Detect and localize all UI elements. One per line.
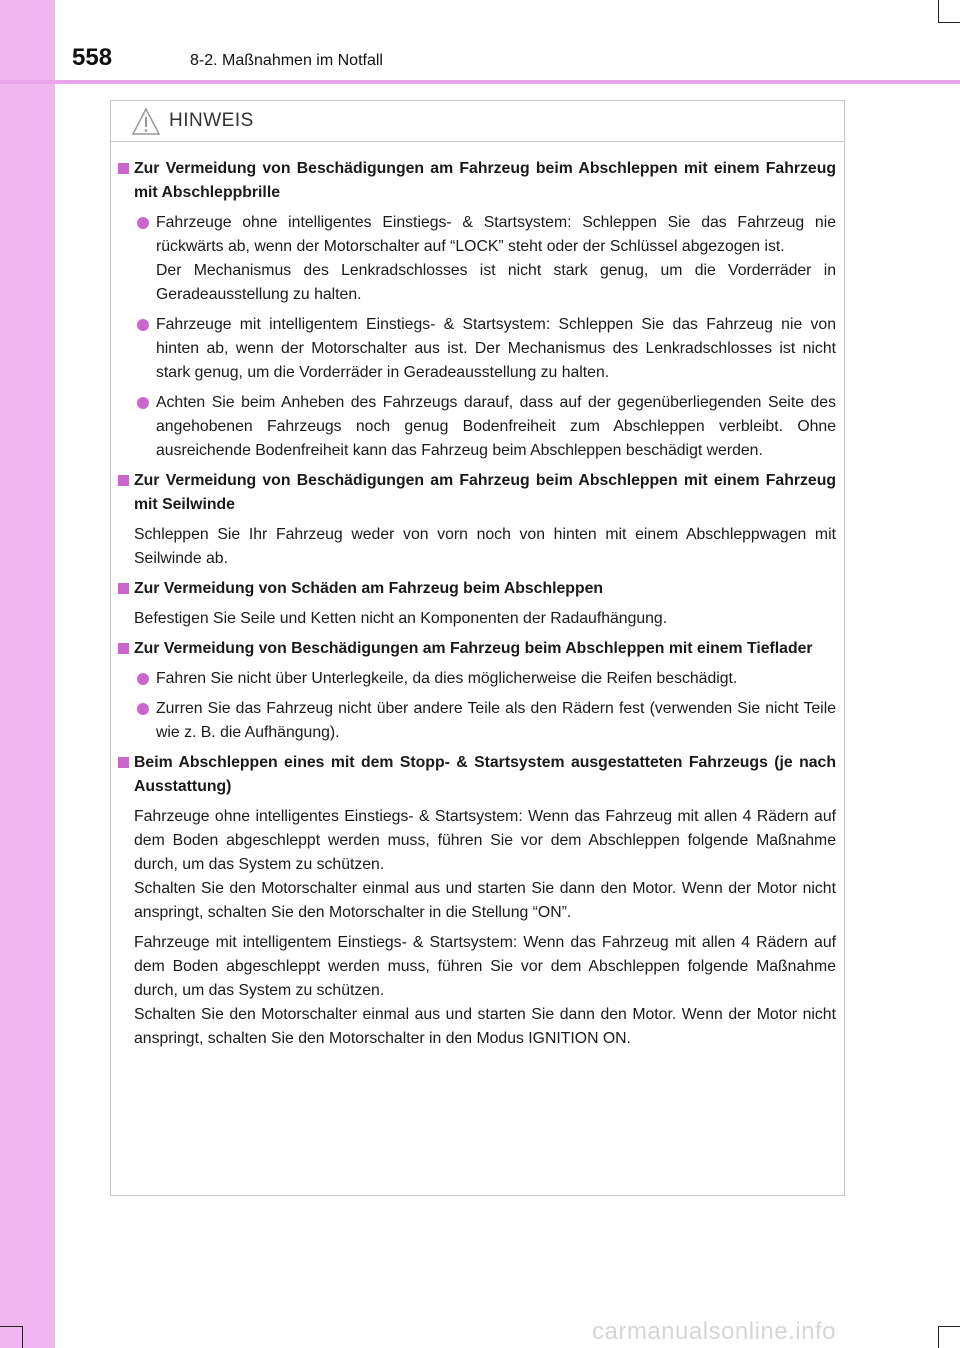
section-title: 8-2. Maßnahmen im Notfall bbox=[190, 52, 383, 69]
bullet-text: Fahren Sie nicht über Unterlegkeile, da dies möglicherweise die Reifen beschädigt. bbox=[156, 670, 738, 687]
header-rule bbox=[0, 80, 960, 84]
circle-bullet-icon bbox=[137, 397, 149, 409]
page-number: 558 bbox=[72, 44, 113, 71]
square-bullet-icon bbox=[118, 643, 129, 654]
section-heading-text: Zur Vermeidung von Beschädigungen am Fahrzeug beim Abschleppen mit einem Tieflader bbox=[134, 640, 813, 657]
crop-mark bbox=[938, 22, 960, 23]
crop-mark bbox=[938, 0, 939, 22]
notice-body bbox=[111, 151, 844, 1051]
square-bullet-icon bbox=[118, 757, 129, 768]
section-heading-text: Zur Vermeidung von Beschädigungen am Fahrzeug beim Abschleppen mit einem Fahrzeug mit Seilwinde bbox=[134, 472, 836, 513]
circle-bullet-icon bbox=[137, 217, 149, 229]
section-heading bbox=[116, 751, 836, 799]
square-bullet-icon bbox=[118, 163, 129, 174]
crop-mark bbox=[938, 1326, 960, 1327]
section-heading-text: Zur Vermeidung von Schäden am Fahrzeug beim Abschleppen bbox=[134, 580, 604, 597]
bullet-text: Fahrzeuge ohne intelligentes Einstiegs- & Startsystem: Schleppen Sie das Fahrzeug nie rückwärts ab, wenn der Motorschalter auf “LOCK” steht oder der Schlüssel abgezogen ist. Der Mechanismus des Lenkradschlosses ist nicht stark genug, um die Vorderräder in Geradeausstellung zu halten. bbox=[156, 214, 836, 303]
bullet-item bbox=[116, 391, 836, 463]
circle-bullet-icon bbox=[137, 703, 149, 715]
square-bullet-icon bbox=[118, 583, 129, 594]
section-heading bbox=[116, 469, 836, 517]
left-margin-band bbox=[0, 0, 55, 1348]
warning-triangle-icon bbox=[131, 107, 161, 137]
section-heading bbox=[116, 577, 836, 601]
bullet-item bbox=[116, 697, 836, 745]
notice-title: HINWEIS bbox=[169, 110, 254, 131]
circle-bullet-icon bbox=[137, 319, 149, 331]
square-bullet-icon bbox=[118, 475, 129, 486]
bullet-text: Fahrzeuge mit intelligentem Einstiegs- & Startsystem: Schleppen Sie das Fahrzeug nie von hinten ab, wenn der Motorschalter aus ist. Der Mechanismus des Lenkradschlosses ist nicht stark genug, um die Vorderräder in Geradeausstellung zu halten. bbox=[156, 316, 836, 381]
section-heading-text: Beim Abschleppen eines mit dem Stopp- & Startsystem ausgestatteten Fahrzeugs (je nach Ausstattung) bbox=[134, 754, 836, 795]
paragraph: Fahrzeuge mit intelligentem Einstiegs- & Startsystem: Wenn das Fahrzeug mit allen 4 Rädern auf dem Boden abgeschleppt werden muss, führen Sie vor dem Abschleppen folgende Maßnahme durch, um das System zu schützen. Schalten Sie den Motorschalter einmal aus und starten Sie dann den Motor. Wenn der Motor nicht anspringt, schalten Sie den Motorschalter in den Modus IGNITION ON. bbox=[134, 934, 836, 1047]
bullet-text: Achten Sie beim Anheben des Fahrzeugs darauf, dass auf der gegenüberliegenden Seite des angehobenen Fahrzeugs noch genug Bodenfreiheit zum Abschleppen verbleibt. Ohne ausreichende Bodenfreiheit kann das Fahrzeug beim Abschleppen beschädigt werden. bbox=[156, 394, 836, 459]
bullet-text: Zurren Sie das Fahrzeug nicht über andere Teile als den Rädern fest (verwenden Sie nicht Teile wie z. B. die Aufhängung). bbox=[156, 700, 836, 741]
paragraph: Schleppen Sie Ihr Fahrzeug weder von vorn noch von hinten mit einem Abschleppwagen mit Seilwinde ab. bbox=[134, 526, 836, 567]
crop-mark bbox=[22, 1326, 23, 1348]
section-heading-text: Zur Vermeidung von Beschädigungen am Fahrzeug beim Abschleppen mit einem Fahrzeug mit Abschleppbrille bbox=[134, 160, 836, 201]
notice-box bbox=[110, 100, 845, 1196]
bullet-item bbox=[116, 313, 836, 385]
section-heading bbox=[116, 157, 836, 205]
bullet-item bbox=[116, 667, 836, 691]
crop-mark bbox=[0, 1326, 22, 1327]
watermark-text: carmanualsonline.info bbox=[592, 1318, 836, 1345]
paragraph: Fahrzeuge ohne intelligentes Einstiegs- & Startsystem: Wenn das Fahrzeug mit allen 4 Rädern auf dem Boden abgeschleppt werden muss, führen Sie vor dem Abschleppen folgende Maßnahme durch, um das System zu schützen. Schalten Sie den Motorschalter einmal aus und starten Sie dann den Motor. Wenn der Motor nicht anspringt, schalten Sie den Motorschalter in die Stellung “ON”. bbox=[134, 808, 836, 921]
crop-mark bbox=[938, 1326, 939, 1348]
section-heading bbox=[116, 637, 836, 661]
notice-header bbox=[111, 101, 844, 142]
paragraph: Befestigen Sie Seile und Ketten nicht an Komponenten der Radaufhängung. bbox=[134, 610, 668, 627]
bullet-item bbox=[116, 211, 836, 307]
circle-bullet-icon bbox=[137, 673, 149, 685]
